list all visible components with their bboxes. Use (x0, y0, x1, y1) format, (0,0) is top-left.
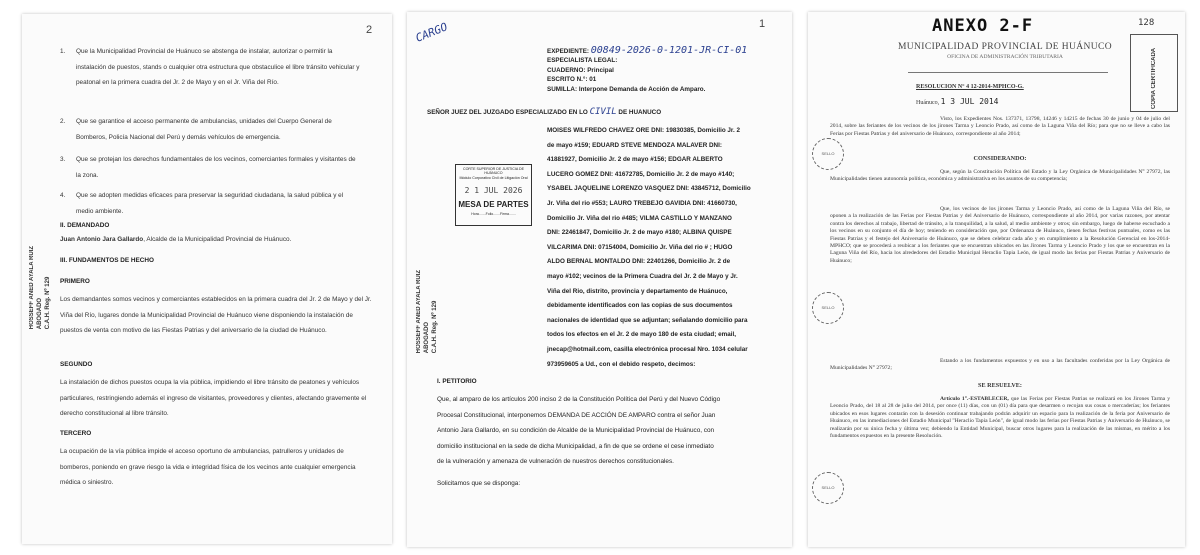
mesa-de-partes-stamp: CORTE SUPERIOR DE JUSTICIA DE HUÁNUCO Módulo Corporativo Civil de Litigación Oral 2 1 JUL 2026 MESA DE PARTES Hora.......Folio.......Firma....... (455, 164, 532, 226)
cargo-handwriting: CARGO (413, 20, 450, 45)
articulo-1: Artículo 1°.-ESTABLECER, que las Ferias por Fiestas Patrias se realizará en los Jirones Tarma y Leoncio Prado, del 18 al 28 de julio del 2014, por once (11) días, con un (01) día para que desarmen o recojan sus cosas o mercaderías; los feriantes ubicados en esos lugares contarán con la desesión continuar trabajando podrán adquirir un espacio para la realización de la feria por Aniversario de Huánuco, en las inmediaciones del Estadio Municipal "Heraclio Tapia León", de igual modo las ferias por Fiestas Patrias y Aniversario de Huánuco, se realizarán por su única fecha y última vez; debiendo la Entidad Municipal, buscar otros lugares para la realización de las mismas, en mérito a los fundamentos expuestos en la presente Resolución. (830, 396, 1170, 440)
header-divider (908, 72, 1108, 73)
primero-text: Los demandantes somos vecinos y comerciantes establecidos en la primera cuadra del Jr. 2 de Mayo y del Jr. Viña del Río, lugares donde la Municipalidad Provincial de Huánuco viene disponiendo la instalación de puestos de venta con motivo de las Fiestas Patrias y del aniversario de la ciudad de Huánuco. (60, 296, 372, 335)
considerando-3: Estando a los fundamentos expuestos y en uso a las facultades conferidas por la Ley Orgánica de Municipalidades N° 27972; (830, 358, 1170, 372)
municipal-seal: SELLO (812, 292, 844, 324)
considerando-2: Que, los vecinos de los jirones Tarma y Leoncio Prado, así como de la Laguna Viña del Río, se oponen a la realización de las Ferias por Fiestas Patrias y del Aniversario de Huánuco, correspondiente al año 2014, por varias razones, por atentar contra los derechos al trabajo, libertad de tránsito, a la tranquilidad, a la salud, al medio ambiente y otros; sin embargo, luego de haberse escuchado a los vecinos en su conjunto el día de hoy; teniendo en consideración que, por Ordenanza de Huánuco, tienen fechas festivas puntuales, como es las Fiestas Patrias y el festejo del Aniversario de Huánuco, que se deben celebrar cada año y en cumplimiento a la Resolución Gerencial en los-2014-MPHCO; que se procederá a reubicar a los feriantes que se encuentran ubicados en las Jirones Tarma y Leoncio Prado y los que se encuentran en la Laguna Viña del Río, hacia los alrededores del Estadio Municipal Heraclio Tapia León, de igual modo las ferias por Fiestas Patrias y Aniversario de Huánuco; (830, 206, 1170, 264)
municipal-seal: SELLO (812, 472, 844, 504)
segundo-text: La instalación de dichos puestos ocupa la vía pública, impidiendo el libre tránsito de peatones y vehículos particulares, restringiendo además el ingreso de visitantes, proveedores y clientes, afectando gravemente el derecho constitucional al libre tránsito. (60, 379, 367, 418)
list-item: 2. Que se garantice el acceso permanente de ambulancias, unidades del Cuerpo General de Bomberos, Policía Nacional del Perú y demás vehículos de emergencia. (60, 118, 332, 141)
anexo-handwriting: ANEXO 2-F (932, 16, 1034, 36)
petitorio-text: Que, al amparo de los artículos 200 inciso 2 de la Constitución Política del Perú y del Nuevo Código Procesal Constitucional, interponemos DEMANDA DE ACCIÓN DE AMPARO contra el señor Juan Antonio Jara Gallardo, en su condición de Alcalde de la Municipalidad Provincial de Huánuco, con domicilio institucional en la sede de dicha Municipalidad, a fin de que se ordene el cese inmediato de la vulneración y amenaza de vulneración de nuestros derechos constitucionales. (437, 396, 721, 465)
resuelve-heading: SE RESUELVE: (978, 382, 1022, 389)
visto-paragraph: Visto, los Expedientes Nos. 137371, 13798, 14246 y 14215 de fechas 30 de junio y 04 de julio del 2014, sobre las feriantes de los vecinos de los jirones Tarma y Leoncio Prado, así como de la Laguna Viña del Río; para que no se lleve a cabo las Ferias por Fiestas Patrias y del aniversario de Huánuco, correspondiente al año 2014; (830, 116, 1170, 137)
document-page-2 (22, 14, 392, 544)
resolution-number: RESOLUCION N° 4 12-2014-MPHCO-G. (916, 84, 1024, 90)
case-header: EXPEDIENTE: 00849-2026-0-1201-JR-CI-01 ESPECIALISTA LEGAL: CUADERNO: Principal ESCRITO N.°: 01 SUMILLA: Interpone Demanda de Acción de Amparo. (547, 45, 748, 93)
section-heading-petitorio: I. PETITORIO (437, 378, 477, 385)
tercero-text: La ocupación de la vía pública impide el acceso oportuno de ambulancias, patrulleros y unidades de bomberos, poniendo en grave riesgo la vida e integridad física de los vecinos ante cualquier emergencia médica o siniestro. (60, 448, 356, 487)
municipality-header: MUNICIPALIDAD PROVINCIAL DE HUÁNUCO OFICINA DE ADMINISTRACIÓN TRIBUTARIA (897, 42, 1113, 60)
considerando-heading: CONSIDERANDO: (973, 155, 1027, 162)
solicitamos-text: Solicitamos que se disponga: (437, 480, 521, 487)
section-heading-tercero: TERCERO (60, 430, 92, 437)
list-item: 1. Que la Municipalidad Provincial de Huánuco se abstenga de instalar, autorizar o permitir la instalación de puestos, stands o cualquier otra estructura que obstaculice el libre tránsito vehicular y peatonal en la primera cuadra del Jr. 2 de Mayo y en el Jr. Viña del Río. (60, 48, 360, 87)
page-number: 1 (759, 18, 766, 30)
list-item: 4. Que se adopten medidas eficaces para preservar la seguridad ciudadana, la salud pública y el medio ambiente. (60, 192, 344, 215)
section-heading-segundo: SEGUNDO (60, 361, 93, 368)
certification-stamp: COPIA CERTIFICADA (1130, 34, 1178, 112)
anexo-resolution-page (808, 12, 1185, 547)
demandado-text: Juan Antonio Jara Gallardo, Alcalde de la Municipalidad Provincial de Huánuco. (60, 236, 292, 243)
document-page-1 (407, 12, 792, 547)
section-heading-fundamentos: III. FUNDAMENTOS DE HECHO (60, 257, 154, 264)
addressee: SEÑOR JUEZ DEL JUZGADO ESPECIALIZADO EN LO CIVIL DE HUANUCO (427, 107, 662, 117)
section-heading-demandado: II. DEMANDADO (60, 222, 110, 229)
expediente-number: 00849-2026-0-1201-JR-CI-01 (590, 45, 748, 56)
page-number: 2 (366, 24, 373, 36)
section-heading-primero: PRIMERO (60, 278, 90, 285)
considerando-1: Que, según la Constitución Política del Estado y la Ley Orgánica de Municipalidades N° 27972, las Municipalidades tienen autonomía política, económica y administrativa en los asuntos de su competencia; (830, 169, 1170, 183)
lawyer-stamp: HOSSEFF ANED AYALA RUIZ ABOGADO C.A.H. Reg. Nº 129 (29, 246, 51, 330)
folio-number: 128 (1138, 18, 1155, 28)
parties-block: MOISES WILFREDO CHAVEZ ORE DNI: 19830385, Domicilio Jr. 2 de mayo #159; EDUARD STEVE MENDOZA MALAVER DNI: 41881927, Domicilio Jr. 2 de mayo #156; EDGAR ALBERTO LUCERO GOMEZ DNI: 41672785, Domicilio Jr. 2 de mayo #140; YSABEL JAQUELINE LORENZO VASQUEZ DNI: 43845712, Domicilio Jr. Viña del rio #553; LAURO TREBEJO GAVIDIA DNI: 41660730, Domicilio Jr. Viña del rio #485; VILMA CASTILLO Y MANZANO DNI: 22461847, Domicilio Jr. 2 de mayo #180; ALBINA QUISPE VILCARIMA DNI: 07154004, Domicilio Jr. Viña del rio # ; HUGO ALDO BERNAL MONTALDO DNI: 22401266, Domicilio Jr. 2 de mayo #102; vecinos de la Primera Cuadra del Jr. 2 de Mayo y Jr. Viña del Rio, distrito, provincia y departamento de Huánuco, debidamente identificados con las copias de sus documentos nacionales de identidad que se adjuntan; señalando domicilio para todos los efectos en el Jr. 2 de mayo 180 de esta ciudad; email, jnecap@hotmail.com, casilla electrónica procesal Nro. 1034 celular 973959605 a Ud., con el debido respeto, decimos: (547, 127, 751, 368)
municipal-seal: SELLO (812, 138, 844, 170)
resolution-date: Huánuco, 1 3 JUL 2014 (916, 97, 999, 106)
lawyer-stamp: HOSSEFF ANED AYALA RUIZ ABOGADO C.A.H. Reg. Nº 129 (416, 270, 438, 354)
list-item: 3. Que se protejan los derechos fundamentales de los vecinos, comerciantes formales y visitantes de la zona. (60, 156, 356, 179)
